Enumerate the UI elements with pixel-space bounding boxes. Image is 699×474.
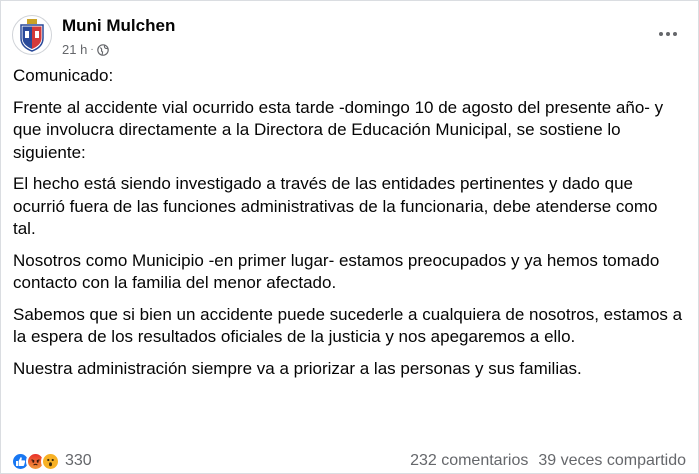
post-paragraph: Comunicado: xyxy=(13,66,114,85)
wow-icon xyxy=(41,452,60,471)
post-paragraph: El hecho está siendo investigado a través de las entidades pertinentes y dado que ocurrió fuera de las funciones administrativas de la funcionaria, debe atenderse como tal. xyxy=(13,174,658,238)
reaction-count[interactable]: 330 xyxy=(65,452,92,469)
post-meta xyxy=(62,42,109,57)
post-footer xyxy=(11,450,686,472)
post-body xyxy=(13,65,683,389)
more-options-button[interactable] xyxy=(650,19,686,49)
globe-icon xyxy=(97,44,109,56)
post-paragraph: Nuestra administración siempre va a priorizar a las personas y sus familias. xyxy=(13,358,582,378)
post-stats xyxy=(410,452,686,470)
shares-count-link[interactable]: 39 veces compartido xyxy=(538,452,686,469)
post-header xyxy=(12,13,686,61)
avatar[interactable] xyxy=(12,15,52,55)
post-paragraph: Nosotros como Municipio -en primer lugar- estamos preocupados y ya hemos tomado contacto con la familia del menor afectado. xyxy=(13,250,660,292)
more-options-icon xyxy=(658,31,678,37)
reactions-summary[interactable] xyxy=(11,452,92,471)
post-paragraph: Sabemos que si bien un accidente puede sucederle a cualquiera de nosotros, estamos a la espera de los resultados oficiales de la justicia y nos apegaremos a ello. xyxy=(13,304,683,346)
page-name[interactable]: Muni Mulchen xyxy=(62,16,176,35)
municipal-crest-icon xyxy=(16,18,48,52)
meta-separator: · xyxy=(90,44,94,55)
comments-count-link[interactable]: 232 comentarios xyxy=(410,452,529,469)
post-paragraph: Frente al accidente vial ocurrido esta tarde -domingo 10 de agosto del presente año- y que involucra directamente a la Directora de Educación Municipal, se sostiene lo siguiente: xyxy=(13,97,664,162)
post-time[interactable]: 21 h xyxy=(62,42,88,57)
